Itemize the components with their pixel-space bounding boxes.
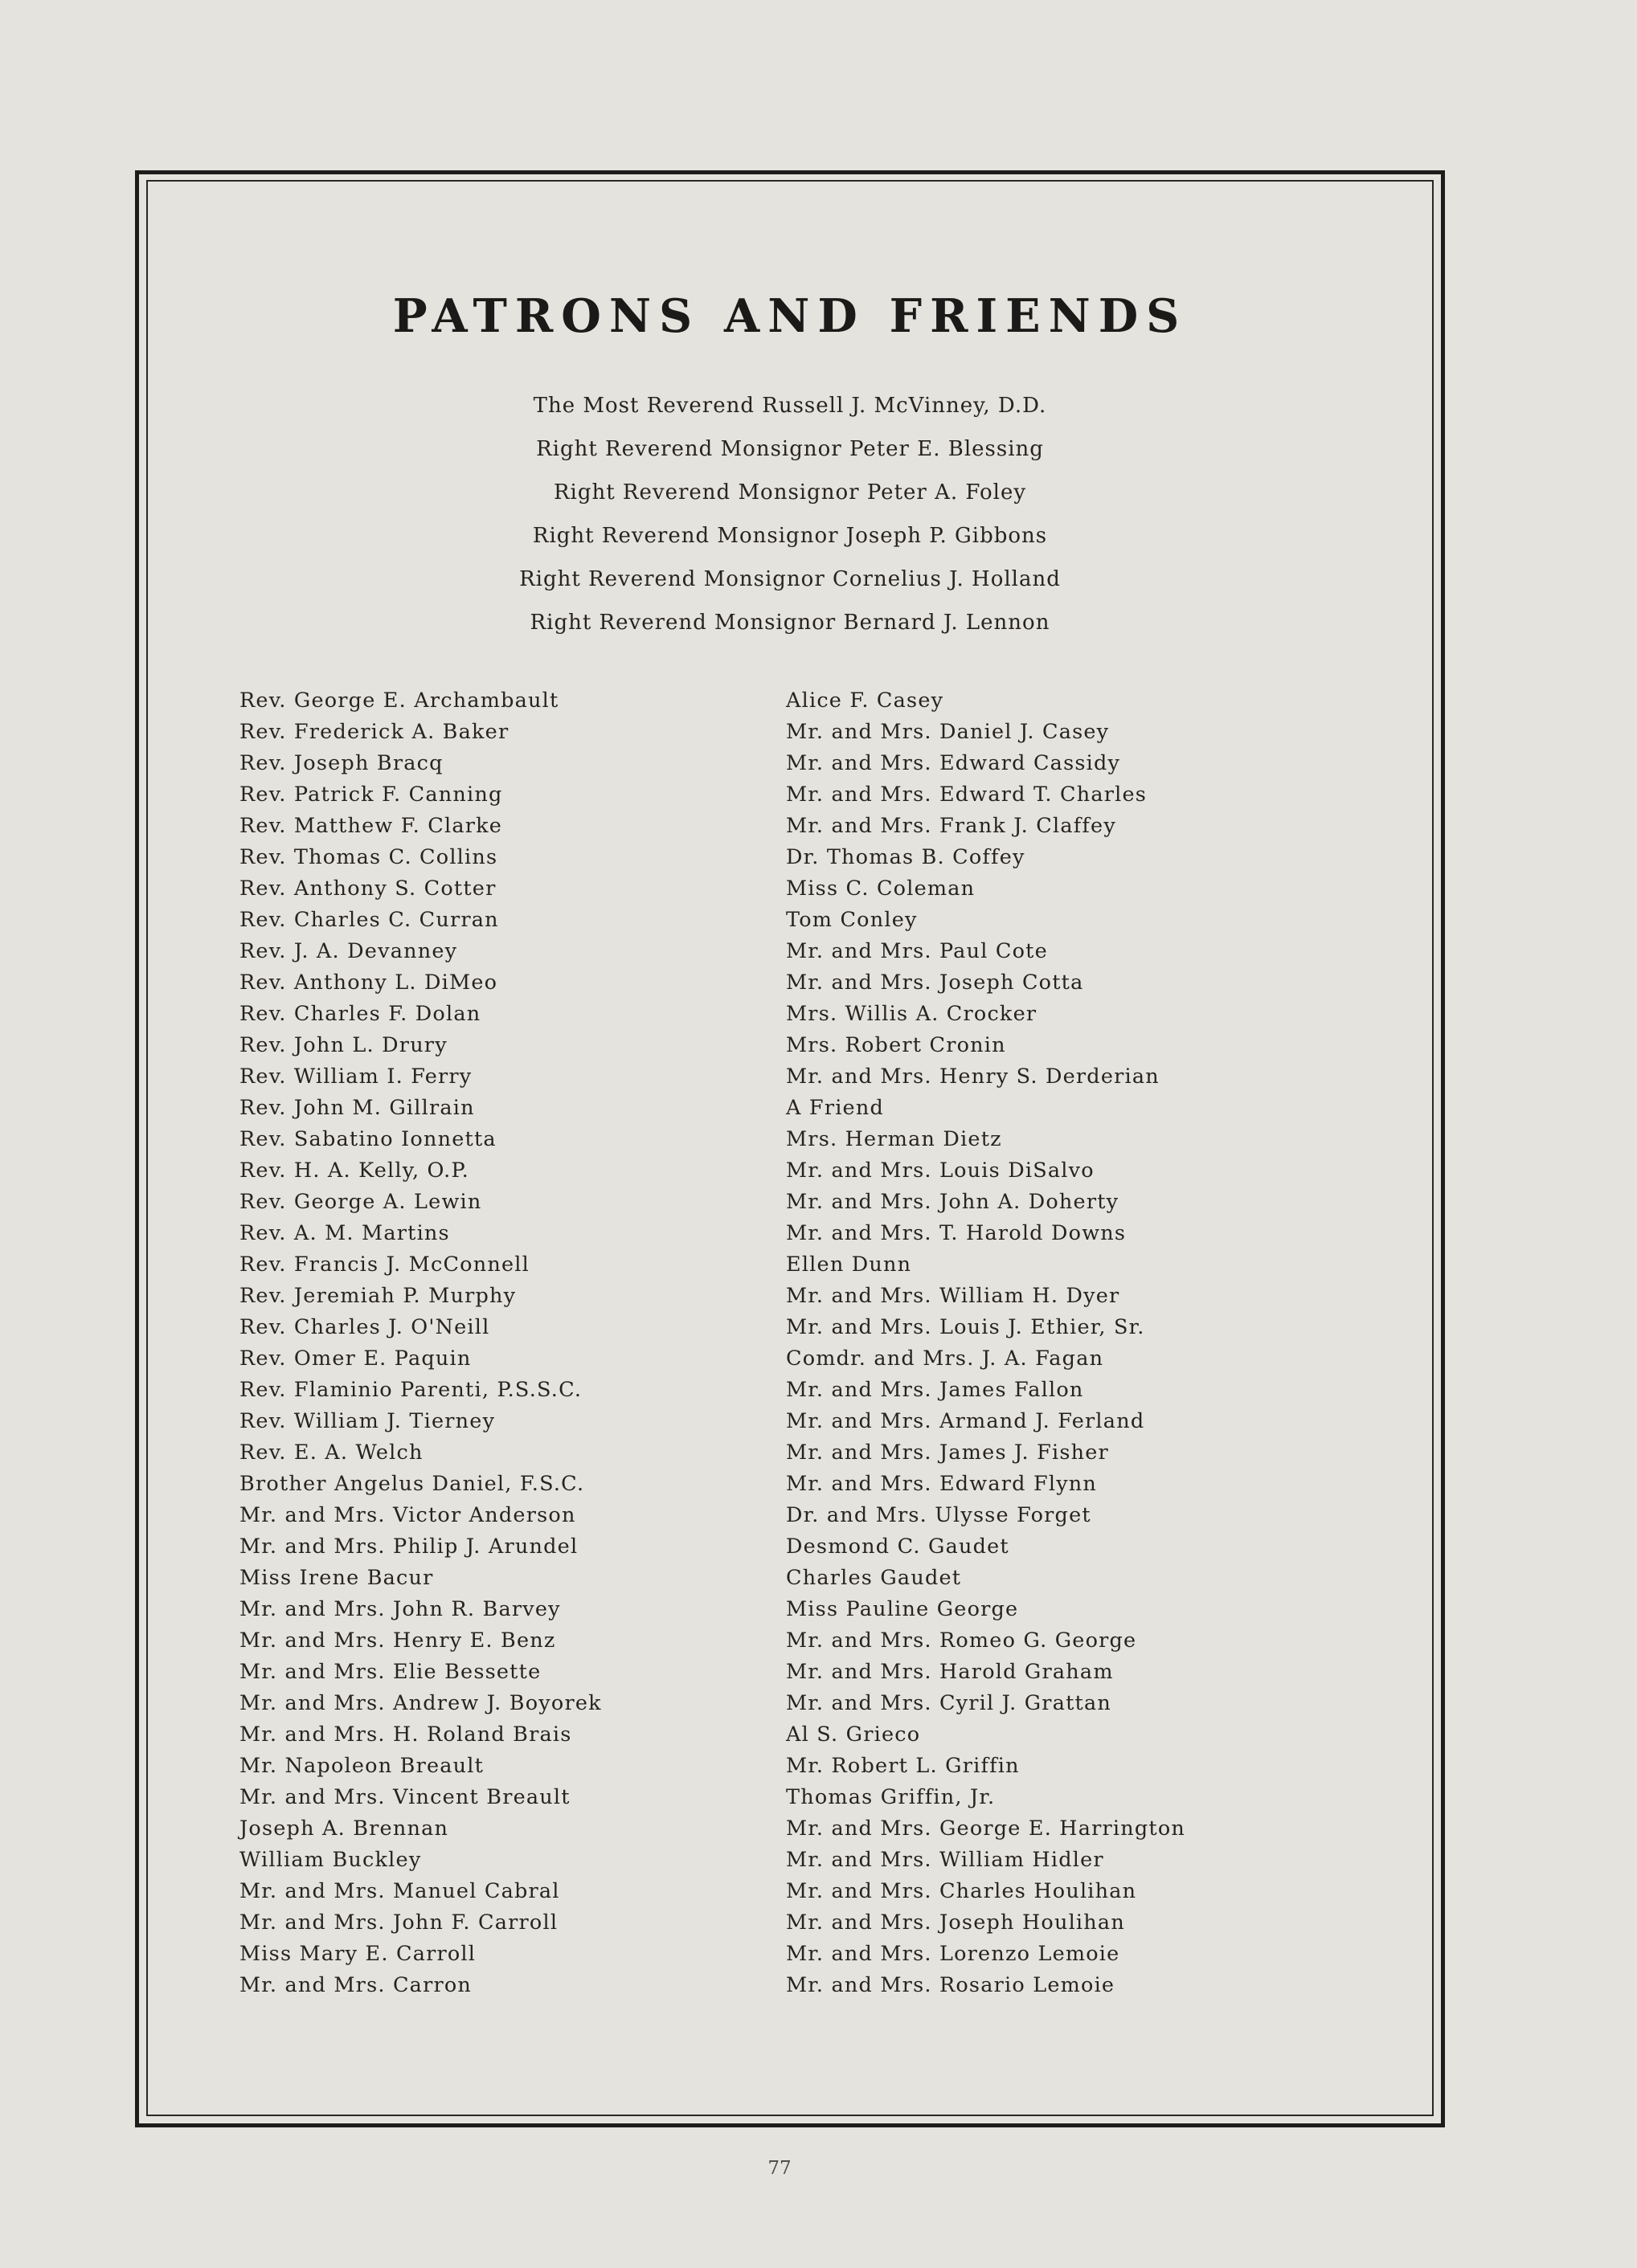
patron-entry: Mr. and Mrs. Paul Cote — [786, 939, 1048, 963]
patron-entry: Mr. and Mrs. Louis DiSalvo — [786, 1159, 1095, 1183]
patron-entry: Charles Gaudet — [786, 1566, 962, 1590]
patron-entry: Rev. John L. Drury — [239, 1033, 448, 1057]
patron-entry: Rev. Patrick F. Canning — [239, 783, 503, 807]
patron-entry: Mr. and Mrs. H. Roland Brais — [239, 1722, 572, 1747]
patron-entry: Rev. William I. Ferry — [239, 1065, 473, 1089]
patron-entry: Dr. Thomas B. Coffey — [786, 845, 1025, 869]
patron-entry: Rev. Omer E. Paquin — [239, 1346, 472, 1371]
patron-entry: Rev. George E. Archambault — [239, 689, 559, 713]
patron-entry: Rev. Francis J. McConnell — [239, 1253, 530, 1277]
honorary-patron-entry: Right Reverend Monsignor Peter E. Blessing — [536, 437, 1044, 461]
patron-entry: Thomas Griffin, Jr. — [786, 1785, 996, 1809]
patron-entry: Rev. John M. Gillrain — [239, 1096, 475, 1120]
patron-entry: Mr. and Mrs. James J. Fisher — [786, 1440, 1109, 1465]
patron-entry: Rev. Frederick A. Baker — [239, 720, 510, 744]
patron-entry: Mr. and Mrs. Philip J. Arundel — [239, 1534, 579, 1559]
patron-entry: Mr. and Mrs. Louis J. Ethier, Sr. — [786, 1315, 1145, 1339]
patron-entry: Mr. and Mrs. Armand J. Ferland — [786, 1409, 1145, 1433]
patron-entry: Mr. and Mrs. William H. Dyer — [786, 1284, 1120, 1308]
patron-entry: A Friend — [786, 1096, 884, 1120]
patron-entry: Miss Pauline George — [786, 1597, 1019, 1621]
patron-entry: Mr. and Mrs. Elie Bessette — [239, 1660, 542, 1684]
patron-entry: Rev. William J. Tierney — [239, 1409, 496, 1433]
patron-entry: Mr. and Mrs. Frank J. Claffey — [786, 814, 1116, 838]
patron-entry: Mr. and Mrs. Rosario Lemoie — [786, 1973, 1115, 1997]
patron-entry: Mr. and Mrs. Daniel J. Casey — [786, 720, 1110, 744]
patron-entry: Mr. and Mrs. Andrew J. Boyorek — [239, 1691, 602, 1715]
patron-entry: Tom Conley — [786, 908, 918, 932]
honorary-patron-entry: Right Reverend Monsignor Cornelius J. Holland — [519, 567, 1061, 591]
patron-entry: Miss Mary E. Carroll — [239, 1942, 477, 1966]
patron-entry: Mrs. Willis A. Crocker — [786, 1002, 1037, 1026]
patron-entry: Rev. Anthony S. Cotter — [239, 877, 497, 901]
patron-entry: Mr. and Mrs. Edward Flynn — [786, 1472, 1098, 1496]
patron-entry: Mr. and Mrs. Carron — [239, 1973, 473, 1997]
patron-entry: Miss C. Coleman — [786, 877, 976, 901]
patron-entry: Rev. Matthew F. Clarke — [239, 814, 503, 838]
patron-entry: Al S. Grieco — [786, 1722, 921, 1747]
patron-entry: Mr. and Mrs. Victor Anderson — [239, 1503, 576, 1527]
patron-entry: Mr. and Mrs. Harold Graham — [786, 1660, 1114, 1684]
patron-entry: Mr. Robert L. Griffin — [786, 1754, 1020, 1778]
patron-entry: Mr. and Mrs. Edward Cassidy — [786, 751, 1121, 775]
patron-entry: Alice F. Casey — [786, 689, 944, 713]
patron-entry: Mr. Napoleon Breault — [239, 1754, 485, 1778]
patron-entry: Rev. A. M. Martins — [239, 1221, 450, 1245]
patron-entry: Rev. Charles F. Dolan — [239, 1002, 481, 1026]
patrons-left-column — [239, 685, 602, 2001]
patron-entry: Rev. Sabatino Ionnetta — [239, 1127, 497, 1151]
honorary-patron-entry: Right Reverend Monsignor Bernard J. Lennon — [530, 611, 1050, 635]
patron-entry: Brother Angelus Daniel, F.S.C. — [239, 1472, 585, 1496]
patron-entry: Mr. and Mrs. George E. Harrington — [786, 1816, 1186, 1841]
patron-entry: Mr. and Mrs. Joseph Houlihan — [786, 1910, 1125, 1935]
patron-entry: Mr. and Mrs. John F. Carroll — [239, 1910, 559, 1935]
patron-entry: Mr. and Mrs. Vincent Breault — [239, 1785, 571, 1809]
patron-entry: Rev. Anthony L. DiMeo — [239, 971, 498, 995]
patron-entry: Mr. and Mrs. Charles Houlihan — [786, 1879, 1137, 1903]
patron-entry: Mr. and Mrs. John R. Barvey — [239, 1597, 561, 1621]
patron-entry: Rev. Charles C. Curran — [239, 908, 499, 932]
patron-entry: Dr. and Mrs. Ulysse Forget — [786, 1503, 1091, 1527]
patron-entry: Comdr. and Mrs. J. A. Fagan — [786, 1346, 1104, 1371]
patron-entry: Mr. and Mrs. T. Harold Downs — [786, 1221, 1127, 1245]
patron-entry: Rev. Flaminio Parenti, P.S.S.C. — [239, 1378, 583, 1402]
honorary-patrons-list — [146, 390, 1434, 650]
patron-entry: Mr. and Mrs. Joseph Cotta — [786, 971, 1084, 995]
patron-entry: Mr. and Mrs. Edward T. Charles — [786, 783, 1148, 807]
patron-entry: Mr. and Mrs. William Hidler — [786, 1848, 1104, 1872]
patron-entry: Mr. and Mrs. Cyril J. Grattan — [786, 1691, 1112, 1715]
patron-entry: Mr. and Mrs. Henry S. Derderian — [786, 1065, 1160, 1089]
honorary-patron-entry: Right Reverend Monsignor Joseph P. Gibbons — [532, 524, 1048, 548]
page-number: 77 — [767, 2158, 792, 2179]
patron-entry: Ellen Dunn — [786, 1253, 912, 1277]
patron-entry: Mr. and Mrs. Henry E. Benz — [239, 1628, 556, 1653]
page-title: PATRONS AND FRIENDS — [392, 289, 1188, 343]
patron-entry: Rev. Thomas C. Collins — [239, 845, 498, 869]
patron-entry: Rev. Jeremiah P. Murphy — [239, 1284, 517, 1308]
honorary-patron-entry: The Most Reverend Russell J. McVinney, D.D. — [533, 394, 1047, 418]
patron-entry: Mr. and Mrs. John A. Doherty — [786, 1190, 1119, 1214]
patron-entry: Desmond C. Gaudet — [786, 1534, 1009, 1559]
patrons-right-column — [786, 685, 1185, 2001]
patron-entry: Mrs. Robert Cronin — [786, 1033, 1006, 1057]
patron-entry: Mr. and Mrs. Lorenzo Lemoie — [786, 1942, 1120, 1966]
patron-entry: Mrs. Herman Dietz — [786, 1127, 1002, 1151]
patron-entry: Mr. and Mrs. Romeo G. George — [786, 1628, 1137, 1653]
patron-entry: Rev. J. A. Devanney — [239, 939, 458, 963]
patron-entry: Mr. and Mrs. Manuel Cabral — [239, 1879, 560, 1903]
patron-entry: Rev. E. A. Welch — [239, 1440, 424, 1465]
patron-entry: Rev. Charles J. O'Neill — [239, 1315, 490, 1339]
patron-entry: Rev. H. A. Kelly, O.P. — [239, 1159, 469, 1183]
patron-entry: Rev. Joseph Bracq — [239, 751, 444, 775]
patron-entry: Mr. and Mrs. James Fallon — [786, 1378, 1084, 1402]
patron-entry: Miss Irene Bacur — [239, 1566, 434, 1590]
patron-entry: Rev. George A. Lewin — [239, 1190, 482, 1214]
patron-entry: Joseph A. Brennan — [239, 1816, 449, 1841]
patron-entry: William Buckley — [239, 1848, 422, 1872]
honorary-patron-entry: Right Reverend Monsignor Peter A. Foley — [553, 480, 1027, 505]
